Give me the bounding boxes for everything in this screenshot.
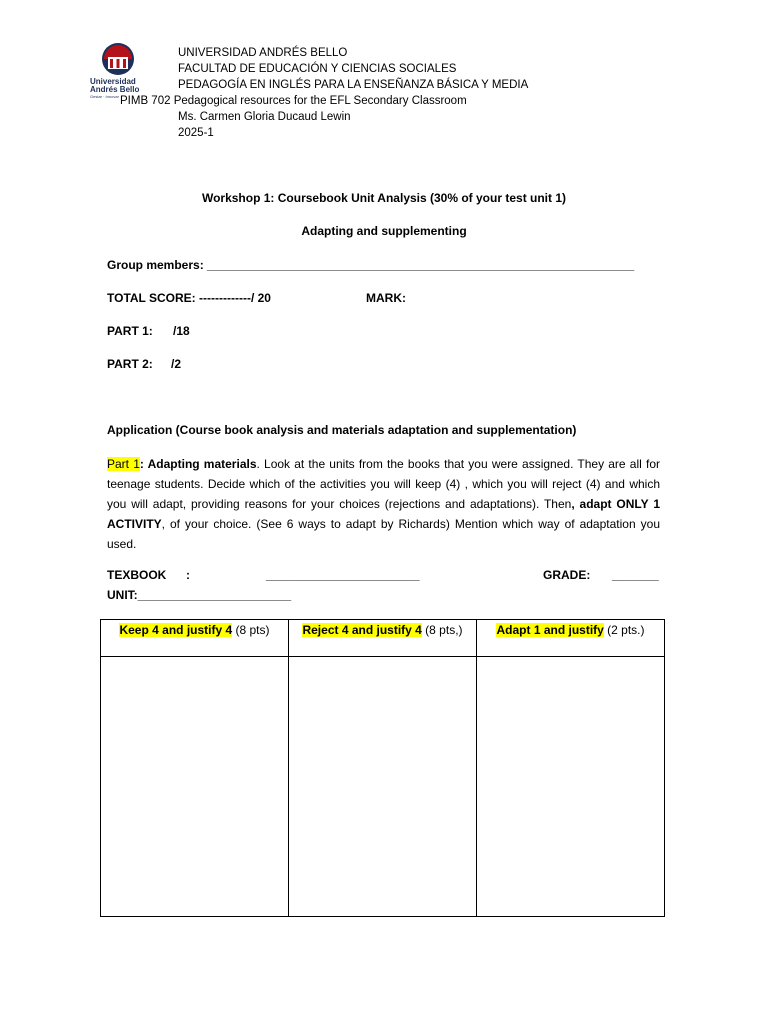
total-score: TOTAL SCORE: -------------/ 20 — [107, 291, 271, 305]
header-line-3: PEDAGOGÍA EN INGLÉS PARA LA ENSEÑANZA BÁSICA Y MEDIA — [178, 79, 529, 91]
instructions-emphasis: , adapt ONLY 1 ACTIVITY — [107, 497, 661, 531]
table-header-row — [101, 620, 665, 657]
header-line-6: 2025-1 — [178, 127, 214, 139]
part1-label: Part 1 — [107, 457, 140, 471]
reject-header-highlight: Reject 4 and justify 4 — [302, 623, 422, 637]
logo-line-2: Andrés Bello — [90, 85, 140, 94]
part1-score-value: /18 — [173, 324, 190, 338]
table-body-row — [101, 657, 665, 917]
adapt-column-cell[interactable] — [477, 657, 665, 917]
grade-label: GRADE: — [543, 568, 591, 582]
keep-column-header — [101, 620, 289, 657]
instructions-text-1: . Look at the units from the books that you were assigned. They are all for teenage students. Decide which of the activities you will keep (4) , which you will reject (4) and which you will adapt, providing reasons for your choices (rejections and adaptations). Then — [107, 457, 660, 511]
logo-tagline: Gestar · Innovar — [90, 94, 119, 99]
part2-score-label: PART 2: — [107, 357, 153, 371]
mark-label: MARK: — [366, 291, 406, 305]
university-crest-icon — [88, 42, 148, 80]
document-title: Workshop 1: Coursebook Unit Analysis (30% of your test unit 1) — [201, 191, 567, 205]
instructions-text-3: , of your choice. (See 6 ways to adapt by Richards) Mention which way of adaptation you used. — [107, 517, 660, 551]
activities-table — [100, 619, 665, 917]
reject-header-points: (8 pts,) — [421, 623, 463, 637]
application-heading: Application (Course book analysis and materials adaptation and supplementation) — [107, 423, 577, 437]
document-subtitle: Adapting and supplementing — [301, 224, 467, 238]
header-line-5: Ms. Carmen Gloria Ducaud Lewin — [178, 111, 351, 123]
textbook-colon: : — [186, 568, 190, 582]
part2-score-value: /2 — [171, 357, 182, 371]
logo-line-1: Universidad — [90, 77, 136, 86]
keep-header-highlight: Keep 4 and justify 4 — [119, 623, 233, 637]
unit-line: UNIT:_______________________ — [107, 588, 292, 602]
reject-column-header — [289, 620, 477, 657]
part1-colon: : — [139, 457, 144, 471]
instructions-paragraph — [107, 454, 660, 554]
keep-column-cell[interactable] — [101, 657, 289, 917]
adapt-header-highlight: Adapt 1 and justify — [496, 623, 604, 637]
textbook-blank: _______________________ — [266, 568, 420, 582]
group-members-line: Group members: ________________________________________________________________ — [107, 258, 635, 272]
reject-column-cell[interactable] — [289, 657, 477, 917]
header-line-2: FACULTAD DE EDUCACIÓN Y CIENCIAS SOCIALES — [178, 63, 457, 75]
part1-score-label: PART 1: — [107, 324, 153, 338]
grade-blank: _______ — [612, 568, 659, 582]
header-line-4: PIMB 702 Pedagogical resources for the EFL Secondary Classroom — [120, 95, 467, 107]
instructions-heading: Adapting materials — [143, 457, 257, 471]
adapt-header-points: (2 pts.) — [603, 623, 645, 637]
keep-header-points: (8 pts) — [232, 623, 270, 637]
header-line-1: UNIVERSIDAD ANDRÉS BELLO — [178, 47, 348, 59]
textbook-label: TEXBOOK — [107, 568, 167, 582]
adapt-column-header — [477, 620, 665, 657]
